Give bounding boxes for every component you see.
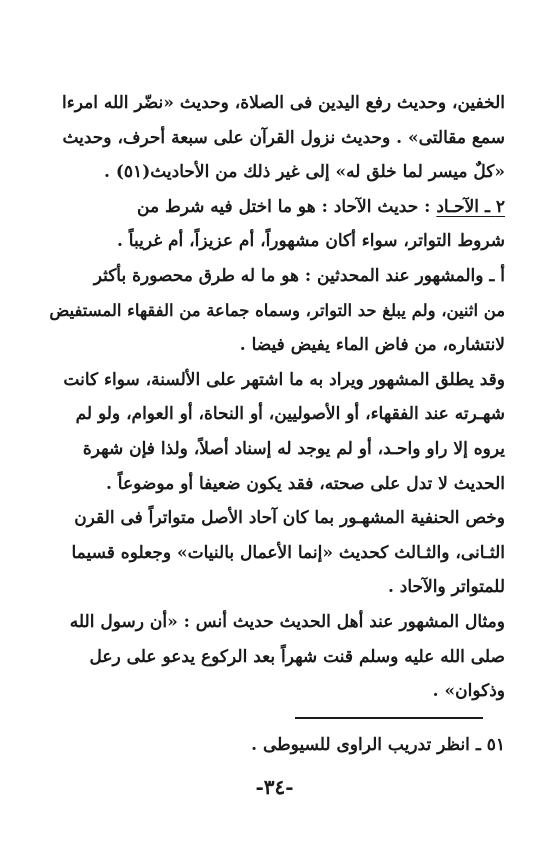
text-line: للمتواتر والآحاد . <box>387 577 505 598</box>
body-text <box>40 86 505 709</box>
paragraph-1 <box>40 86 505 190</box>
paragraph-5 <box>40 501 505 605</box>
text-line: لانتشاره، من فاض الماء يفيض فيضا . <box>239 335 505 356</box>
text-line: سمع مقالتى» . وحديث نزول القرآن على سبعة أحرف، وحديث <box>62 127 505 148</box>
text-line: وذكوان» . <box>432 681 505 702</box>
section-heading-line <box>40 190 505 225</box>
text-line: وخص الحنفية المشهـور بما كان آحاد الأصل متواتراً فى القرن <box>74 508 505 529</box>
text-line: صلى الله عليه وسلم قنت شهراً بعد الركوع يدعو على رعل <box>89 646 505 667</box>
paragraph-3 <box>40 259 505 363</box>
section-heading <box>436 197 505 217</box>
text-line: الحديث لا تدل على صحته، فقد يكون ضعيفا أو موضوعاً . <box>105 473 505 494</box>
text-line: شروط التواتر، سواء أكان مشهوراً، أم عزيزاً، أم غريباً . <box>116 231 505 252</box>
text-line: أ ـ والمشهور عند المحدثين : هو ما له طرق محصورة بأكثر <box>93 265 505 286</box>
text-line: يروه إلا راو واحـد، أو لم يوجد له إسناد أصلاً، ولذا فإن شهرة <box>82 438 505 459</box>
text-line: ومثال المشهور عند أهل الحديث حديث أنس : «أن رسول الله <box>69 611 505 632</box>
paragraph-4 <box>40 363 505 501</box>
text-line: الخفين، وحديث رفع اليدين فى الصلاة، وحديث «نضّر الله امرءا <box>62 93 505 113</box>
text-line: من اثنين، ولم يبلغ حد التواتر، وسماه جماعة من الفقهاء المستفيض <box>49 300 505 320</box>
text-fragment: : حديث الآحاد : هو ما اختل فيه شرط من <box>137 196 437 217</box>
page-number: -٣٤- <box>255 775 294 799</box>
footnote-divider <box>295 717 483 719</box>
paragraph-6 <box>40 605 505 709</box>
text-line: شهـرته عند الفقهاء، أو الأصوليين، أو النحاة، أو العوام، ولو لم <box>75 404 505 425</box>
text-line: الثـانى، والثـالث كحديث «إنما الأعمال بالنيات» وجعلوه قسيما <box>71 542 505 563</box>
footnote: ٥١ ـ انظر تدريب الراوى للسيوطى . <box>251 735 505 755</box>
section-title: الآحـاد <box>436 196 480 217</box>
paragraph-2 <box>40 190 505 259</box>
text-line: «كلٌ ميسر لما خلق له» إلى غير ذلك من الأحاديث(٥١) . <box>104 162 505 183</box>
section-number: ٢ ـ <box>484 196 505 217</box>
text-line: وقد يطلق المشهور ويراد به ما اشتهر على الألسنة، سواء كانت <box>63 369 505 390</box>
